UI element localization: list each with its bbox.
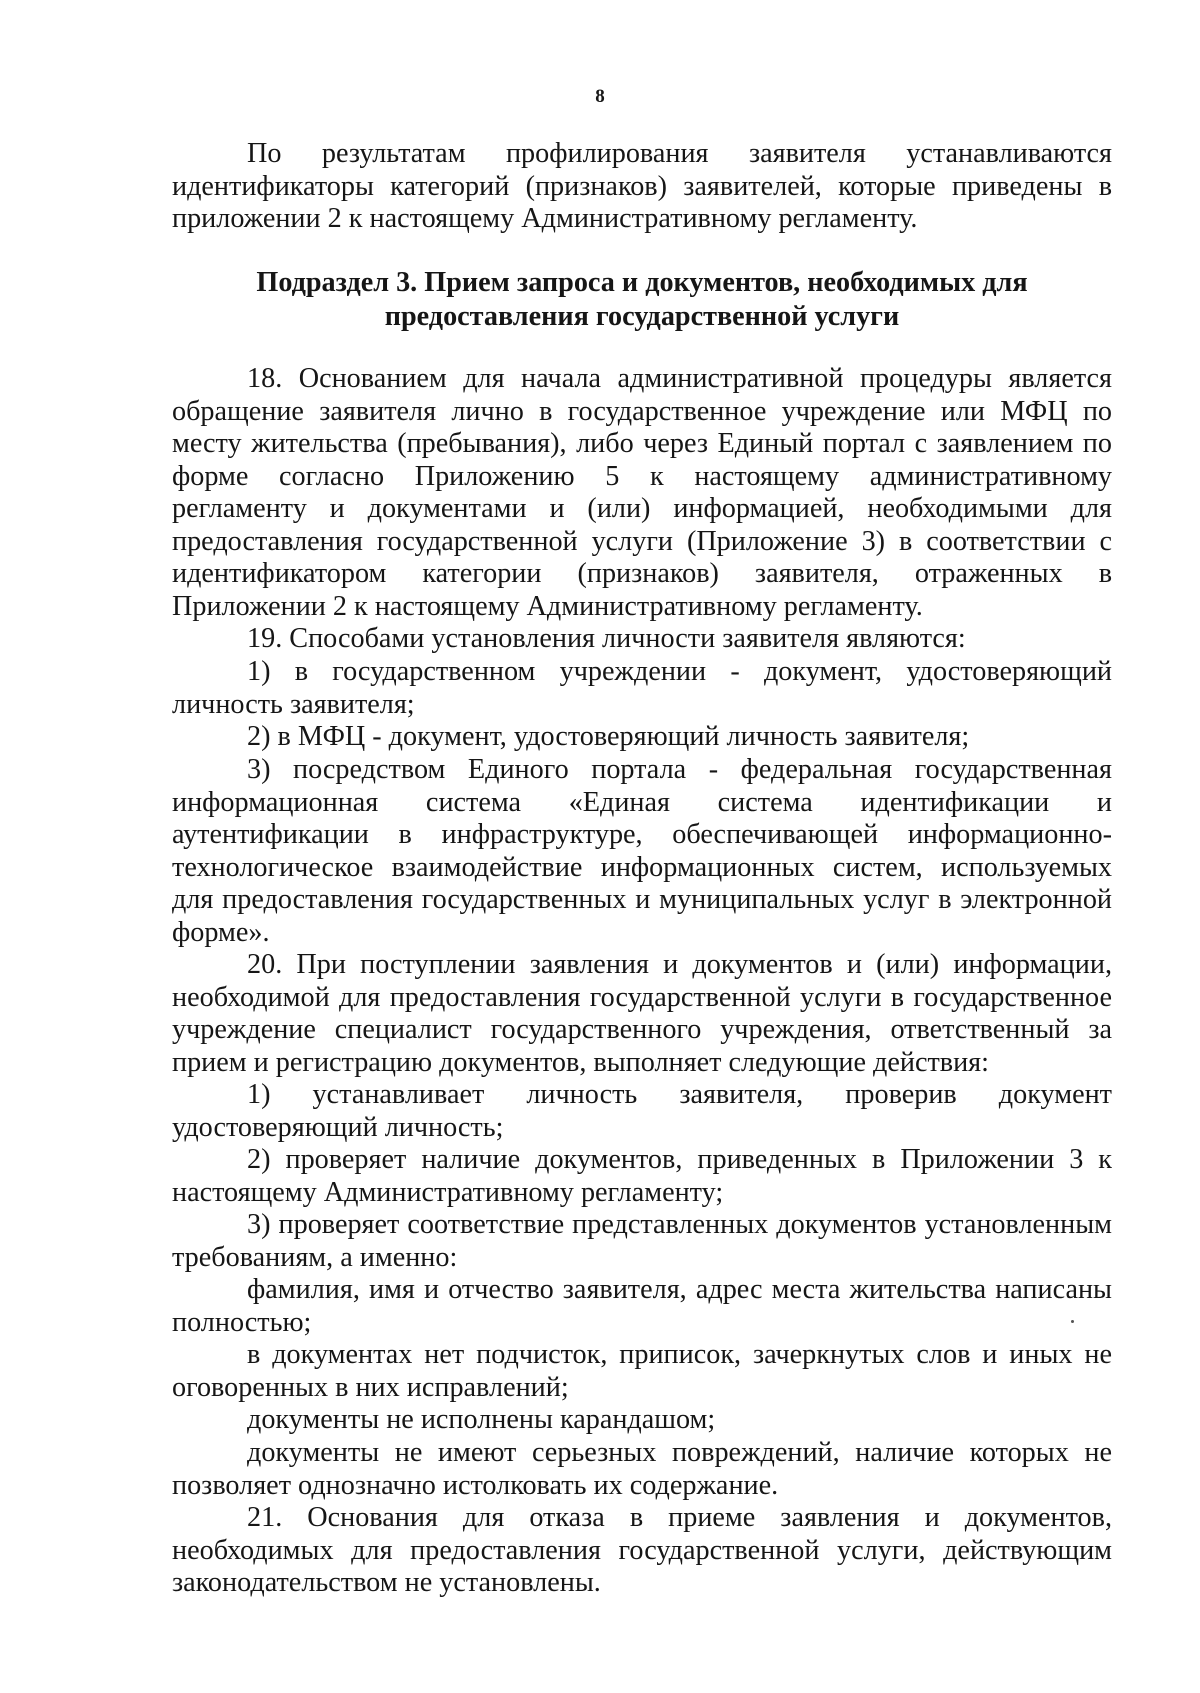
scan-speck [1071, 1320, 1074, 1323]
page-number: 8 [595, 86, 605, 107]
intro-paragraph: По результатам профилирования заявителя устанавливаются идентификаторы категорий (признаков) заявителей, которые приведены в приложении 2 к настоящему Административному регламенту. [172, 138, 1112, 234]
section-heading-line-2: предоставления государственной услуги [384, 301, 900, 332]
paragraph-19-item-1: 1) в государственном учреждении - документ, удостоверяющий личность заявителя; [172, 656, 1112, 720]
requirement-no-damage: документы не имеют серьезных повреждений, наличие которых не позволяет однозначно истолковать их содержание. [172, 1437, 1112, 1501]
paragraph-19-item-2: 2) в МФЦ - документ, удостоверяющий личность заявителя; [247, 721, 970, 752]
paragraph-20-item-1: 1) устанавливает личность заявителя, проверив документ удостоверяющий личность; [172, 1079, 1112, 1143]
requirement-no-corrections: в документах нет подчисток, приписок, зачеркнутых слов и иных не оговоренных в них исправлений; [172, 1339, 1112, 1403]
paragraph-19: 19. Способами установления личности заявителя являются: [247, 623, 966, 654]
requirement-no-pencil: документы не исполнены карандашом; [247, 1404, 716, 1435]
paragraph-21: 21. Основания для отказа в приеме заявления и документов, необходимых для предоставления государственной услуги, действующим законодательством не установлены. [172, 1502, 1112, 1598]
paragraph-18: 18. Основанием для начала административной процедуры является обращение заявителя лично в государственное учреждение или МФЦ по месту жительства (пребывания), либо через Единый портал с заявлением по форме согласно Приложению 5 к настоящему административному регламенту и документами и (или) информацией, необходимыми для предоставления государственной услуги (Приложение 3) в соответствии с идентификатором категории (признаков) заявителя, отраженных в Приложении 2 к настоящему Административному регламенту. [172, 363, 1112, 622]
paragraph-20-item-2: 2) проверяет наличие документов, приведенных в Приложении 3 к настоящему Административному регламенту; [172, 1144, 1112, 1208]
paragraph-20: 20. При поступлении заявления и документов и (или) информации, необходимой для предоставления государственной услуги в государственное учреждение специалист государственного учреждения, ответственный за прием и регистрацию документов, выполняет следующие действия: [172, 949, 1112, 1078]
paragraph-19-item-3: 3) посредством Единого портала - федеральная государственная информационная система «Единая система идентификации и аутентификации в инфраструктуре, обеспечивающей информационно-технологическое взаимодействие информационных систем, используемых для предоставления государственных и муниципальных услуг в электронной форме». [172, 754, 1112, 948]
section-heading [172, 266, 1112, 334]
requirement-full-name: фамилия, имя и отчество заявителя, адрес места жительства написаны полностью; [172, 1274, 1112, 1338]
section-heading-line-1: Подраздел 3. Прием запроса и документов, необходимых для [256, 267, 1028, 298]
paragraph-20-item-3: 3) проверяет соответствие представленных документов установленным требованиям, а именно: [172, 1209, 1112, 1273]
